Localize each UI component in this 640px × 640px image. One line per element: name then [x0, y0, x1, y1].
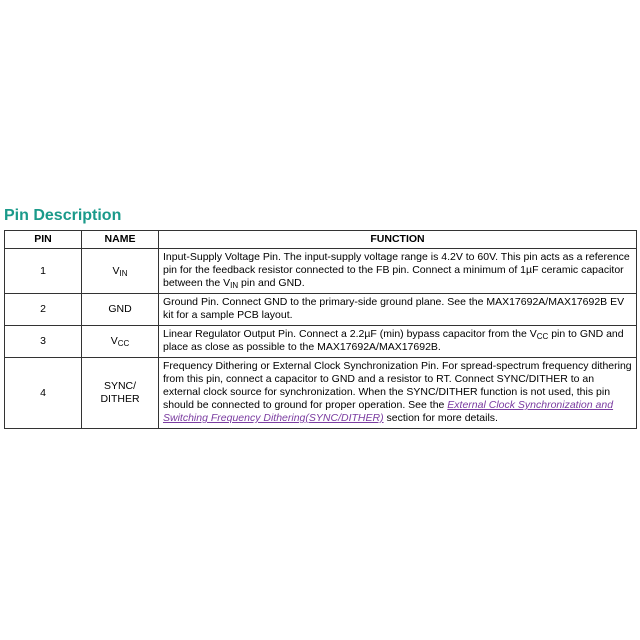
- pin-name: [82, 249, 159, 294]
- pin-function-text-end: pin and GND.: [238, 277, 305, 289]
- pin-number: 1: [5, 249, 82, 294]
- table-row: [5, 358, 637, 429]
- pin-function-text-end: pin to GND and place as close as possible to the MAX17692A/MAX17692B.: [163, 328, 624, 353]
- header-name: NAME: [82, 231, 159, 249]
- header-function: FUNCTION: [159, 231, 637, 249]
- pin-name: [82, 358, 159, 429]
- pin-name-line1: SYNC/: [103, 380, 137, 392]
- pin-name: [82, 326, 159, 358]
- pin-name-subscript: CC: [117, 339, 130, 348]
- pin-function-subscript: CC: [536, 332, 549, 341]
- table-row: [5, 294, 637, 326]
- pin-function-text-end: section for more details.: [383, 412, 498, 424]
- header-pin: PIN: [5, 231, 82, 249]
- table-header-row: [5, 231, 637, 249]
- pin-number: 3: [5, 326, 82, 358]
- pin-number: 2: [5, 294, 82, 326]
- pin-description-table: [4, 230, 637, 429]
- pin-name: GND: [82, 294, 159, 326]
- pin-function-subscript: IN: [230, 281, 239, 290]
- sync-dither-section-link[interactable]: External Clock Synchronization and Switching Frequency Dithering(SYNC/DITHER): [163, 399, 614, 424]
- section-title: Pin Description: [4, 207, 122, 224]
- pin-name-subscript: IN: [119, 268, 128, 278]
- pin-function: [159, 249, 637, 294]
- pin-function-text: Linear Regulator Output Pin. Connect a 2.2µF (min) bypass capacitor from the V: [163, 328, 537, 340]
- pin-name-main: V: [112, 264, 120, 277]
- pin-function: [159, 326, 637, 358]
- pin-name-main: V: [110, 335, 118, 347]
- table-row: [5, 326, 637, 358]
- pin-function-text: Frequency Dithering or External Clock Synchronization Pin. For spread-spectrum frequency dithering from this pin, connect a capacitor to GND and a resistor to RT. Connect SYNC/DITHER to an external clock source for synchronization. When the SYNC/DITHER function is not used, this pin should be connected to ground for proper operation. See the: [163, 360, 632, 411]
- pin-function: [159, 358, 637, 429]
- pin-function: Ground Pin. Connect GND to the primary-side ground plane. See the MAX17692A/MAX17692B EV kit for a sample PCB layout.: [159, 294, 637, 326]
- pin-name-line2: DITHER: [100, 393, 140, 405]
- pin-function-text: Input-Supply Voltage Pin. The input-supply voltage range is 4.2V to 60V. This pin acts as a reference pin for the feedback resistor connected to the FB pin. Connect a minimum of 1µF ceramic capacitor between the V: [163, 251, 630, 289]
- table-row: [5, 249, 637, 294]
- pin-description-section: [4, 206, 636, 429]
- pin-number: 4: [5, 358, 82, 429]
